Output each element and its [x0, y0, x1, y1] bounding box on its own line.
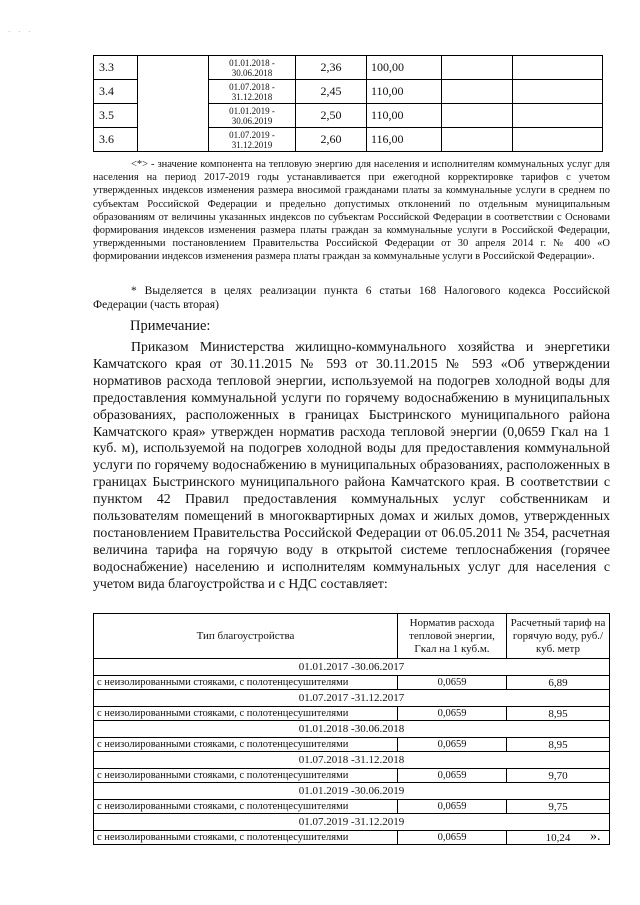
tariff-cell: 8,95 [507, 738, 610, 752]
footnote-component: <*> - значение компонента на тепловую энергию для населения и исполнителям коммунальных услуг для населения на период 2017-2019 годы устанавливается при ежегодной корректировке тарифов с учетом утвержденных индексов изменения размера вносимой гражданами платы за коммунальные услуги в среднем по субъектам Российской Федерации и предельно допустимых отклонений по отдельным муниципальным образованиям от величины указанных индексов по субъектам Российской Федерации в соответствии с Основами формирования индексов изменения размера платы граждан за коммунальные услуги в Российской Федерации, утвержденными постановлением Правительства Российской Федерации от 30 апреля 2014 г. № 400 «О формировании индексов изменения размера платы граждан за коммунальные услуги в Российской Федерации». [93, 159, 610, 263]
table-row [94, 707, 610, 721]
note-body: Приказом Министерства жилищно-коммунального хозяйства и энергетики Камчатского края от 30.11.2015 № 593 от 30.11.2015 № 593 «Об утверждении нормативов расхода тепловой энергии, используемой на подогрев холодной воды для предоставления коммунальной услуги по горячему водоснабжению в муниципальных образованиях, расположенных в границах Быстринского муниципального района Камчатского края» утвержден норматив расхода тепловой энергии (0,0659 Гкал на 1 куб. м), используемой на подогрев холодной воды для предоставления коммунальной услуги по горячему водоснабжению в муниципальных образованиях, расположенных в границах Быстринского муниципального района Камчатского края. В соответствии с пунктом 42 Правил предоставления коммунальных услуг собственникам и пользователям помещений в многоквартирных домах и жилых домов, утвержденных постановлением Правительства Российской Федерации от 06.05.2011 № 354, расчетная величина тарифа на горячую воду в открытой системе теплоснабжения (горячее водоснабжение) населению и исполнителям коммунальных услуг для населения с учетом вида благоустройства и с НДС составляет: [93, 339, 610, 591]
period-label: 01.07.2018 -31.12.2018 [94, 752, 610, 769]
empty-cell [442, 104, 513, 128]
empty-cell [513, 80, 603, 104]
table-row [94, 831, 610, 845]
row-number: 3.3 [94, 56, 138, 80]
period-label: 01.07.2019 -31.12.2019 [94, 814, 610, 831]
period-row [94, 752, 610, 769]
merged-empty-cell [138, 56, 209, 152]
note-title: Примечание: [130, 318, 211, 334]
scan-marks: · · · [8, 28, 34, 36]
norm-cell: 0,0659 [398, 769, 507, 783]
tariff-cell: 8,95 [507, 707, 610, 721]
period-label: 01.01.2018 -30.06.2018 [94, 721, 610, 738]
row-period: 01.01.2019 - 30.06.2019 [209, 104, 296, 128]
row-period: 01.07.2019 - 31.12.2019 [209, 128, 296, 152]
header-norm: Норматив расхода тепловой энергии, Гкал на 1 куб.м. [398, 614, 507, 659]
period-row [94, 721, 610, 738]
type-cell: с неизолированными стояками, с полотенцесушителями [94, 800, 398, 814]
row-price: 116,00 [367, 128, 442, 152]
row-period: 01.07.2018 - 31.12.2018 [209, 80, 296, 104]
table-row [94, 56, 603, 80]
norm-cell: 0,0659 [398, 676, 507, 690]
period-label: 01.01.2019 -30.06.2019 [94, 783, 610, 800]
header-tariff: Расчетный тариф на горячую воду, руб./куб. метр [507, 614, 610, 659]
row-price: 110,00 [367, 80, 442, 104]
norm-cell: 0,0659 [398, 707, 507, 721]
row-number: 3.4 [94, 80, 138, 104]
row-period: 01.01.2018 - 30.06.2018 [209, 56, 296, 80]
closing-quote: ». [590, 829, 601, 844]
empty-cell [513, 128, 603, 152]
row-number: 3.5 [94, 104, 138, 128]
table-row [94, 738, 610, 752]
type-cell: с неизолированными стояками, с полотенцесушителями [94, 769, 398, 783]
empty-cell [442, 128, 513, 152]
tariff-cell: 6,89 [507, 676, 610, 690]
row-value: 2,45 [296, 80, 367, 104]
type-cell: с неизолированными стояками, с полотенцесушителями [94, 707, 398, 721]
row-price: 110,00 [367, 104, 442, 128]
empty-cell [442, 80, 513, 104]
tariff-cell: 10,24 [507, 831, 610, 845]
type-cell: с неизолированными стояками, с полотенцесушителями [94, 738, 398, 752]
period-row [94, 659, 610, 676]
row-value: 2,60 [296, 128, 367, 152]
hot-water-tariff-table [93, 613, 610, 845]
type-cell: с неизолированными стояками, с полотенцесушителями [94, 676, 398, 690]
period-row [94, 814, 610, 831]
header-type: Тип благоустройства [94, 614, 398, 659]
empty-cell [513, 104, 603, 128]
table-row [94, 800, 610, 814]
empty-cell [513, 56, 603, 80]
row-number: 3.6 [94, 128, 138, 152]
table-row [94, 769, 610, 783]
top-tariff-table [93, 55, 603, 152]
row-value: 2,50 [296, 104, 367, 128]
row-value: 2,36 [296, 56, 367, 80]
type-cell: с неизолированными стояками, с полотенцесушителями [94, 831, 398, 845]
period-label: 01.01.2017 -30.06.2017 [94, 659, 610, 676]
norm-cell: 0,0659 [398, 831, 507, 845]
tariff-cell: 9,70 [507, 769, 610, 783]
table-row [94, 676, 610, 690]
empty-cell [442, 56, 513, 80]
tariff-cell: 9,75 [507, 800, 610, 814]
footnote-vat: * Выделяется в целях реализации пункта 6 статьи 168 Налогового кодекса Российской Федерации (часть вторая) [93, 285, 610, 311]
period-label: 01.07.2017 -31.12.2017 [94, 690, 610, 707]
norm-cell: 0,0659 [398, 800, 507, 814]
table-header-row [94, 614, 610, 659]
row-price: 100,00 [367, 56, 442, 80]
norm-cell: 0,0659 [398, 738, 507, 752]
period-row [94, 690, 610, 707]
period-row [94, 783, 610, 800]
